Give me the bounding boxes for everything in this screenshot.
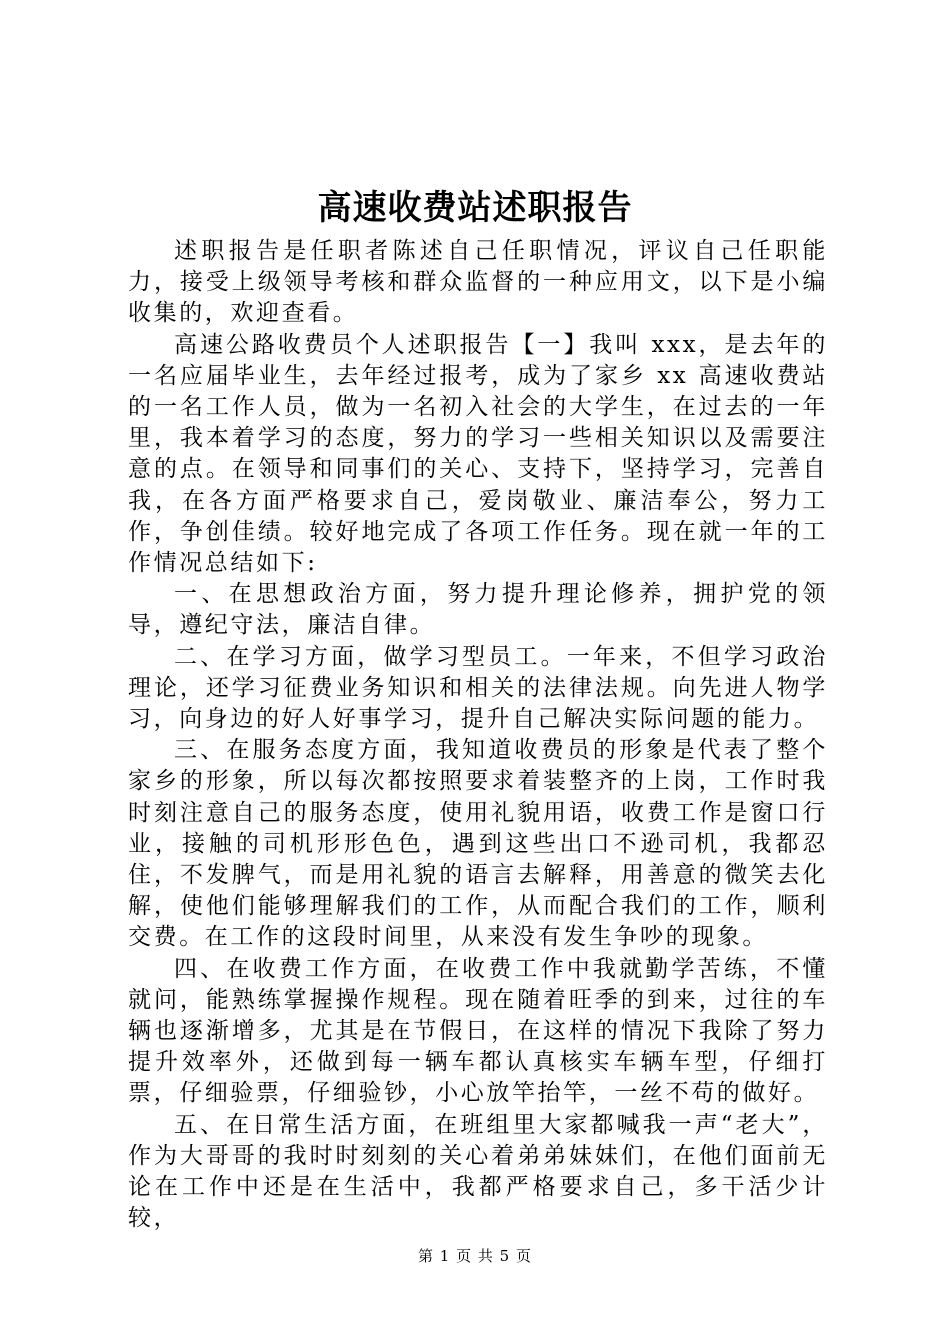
paragraph-service: 三、在服务态度方面，我知道收费员的形象是代表了整个家乡的形象，所以每次都按照要求着装整齐的上岗，工作时我时刻注意自己的服务态度，使用礼貌用语，收费工作是窗口行业，接触的司机形形色色，遇到这些出口不逊司机，我都忍住，不发脾气，而是用礼貌的语言去解释，用善意的微笑去化解，使他们能够理解我们的工作，从而配合我们的工作，顺利交费。在工作的这段时间里，从来没有发生争吵的现象。 xyxy=(128,737,828,951)
paragraph-daily-life: 五、在日常生活方面，在班组里大家都喊我一声“老大”，作为大哥哥的我时时刻刻的关心着弟弟妹妹们，在他们面前无论在工作中还是在生活中，我都严格要求自己，多干活少计较， xyxy=(128,1111,828,1232)
document-title: 高速收费站述职报告 xyxy=(317,188,633,228)
paragraph-intro: 述职报告是任职者陈述自己任职情况，评议自己任职能力，接受上级领导考核和群众监督的一种应用文，以下是小编收集的，欢迎查看。 xyxy=(128,238,828,327)
paragraph-study: 二、在学习方面，做学习型员工。一年来，不但学习政治理论，还学习征费业务知识和相关的法律法规。向先进人物学习，向身边的好人好事学习，提升自己解决实际问题的能力。 xyxy=(128,643,828,733)
paragraph-toll-work: 四、在收费工作方面，在收费工作中我就勤学苦练，不懂就问，能熟练掌握操作规程。现在随着旺季的到来，过往的车辆也逐渐增多，尤其是在节假日，在这样的情况下我除了努力提升效率外，还做到每一辆车都认真核实车辆车型，仔细打票，仔细验票，仔细验钞，小心放竿抬竿，一丝不苟的做好。 xyxy=(128,955,828,1107)
page-footer: 第 1 页 共 5 页 xyxy=(418,1247,532,1265)
paragraph-politics: 一、在思想政治方面，努力提升理论修养，拥护党的领导，遵纪守法，廉洁自律。 xyxy=(128,581,828,639)
paragraph-report-one: 高速公路收费员个人述职报告【一】我叫 xxx，是去年的一名应届毕业生，去年经过报考，成为了家乡 xx 高速收费站的一名工作人员，做为一名初入社会的大学生，在过去的一年里，我本着学习的态度，努力的学习一些相关知识以及需要注意的点。在领导和同事们的关心、支持下，坚持学习，完善自我，在各方面严格要求自己，爱岗敬业、廉洁奉公，努力工作，争创佳绩。较好地完成了各项工作任务。现在就一年的工作情况总结如下: xyxy=(128,331,828,577)
document-body xyxy=(128,236,828,1235)
